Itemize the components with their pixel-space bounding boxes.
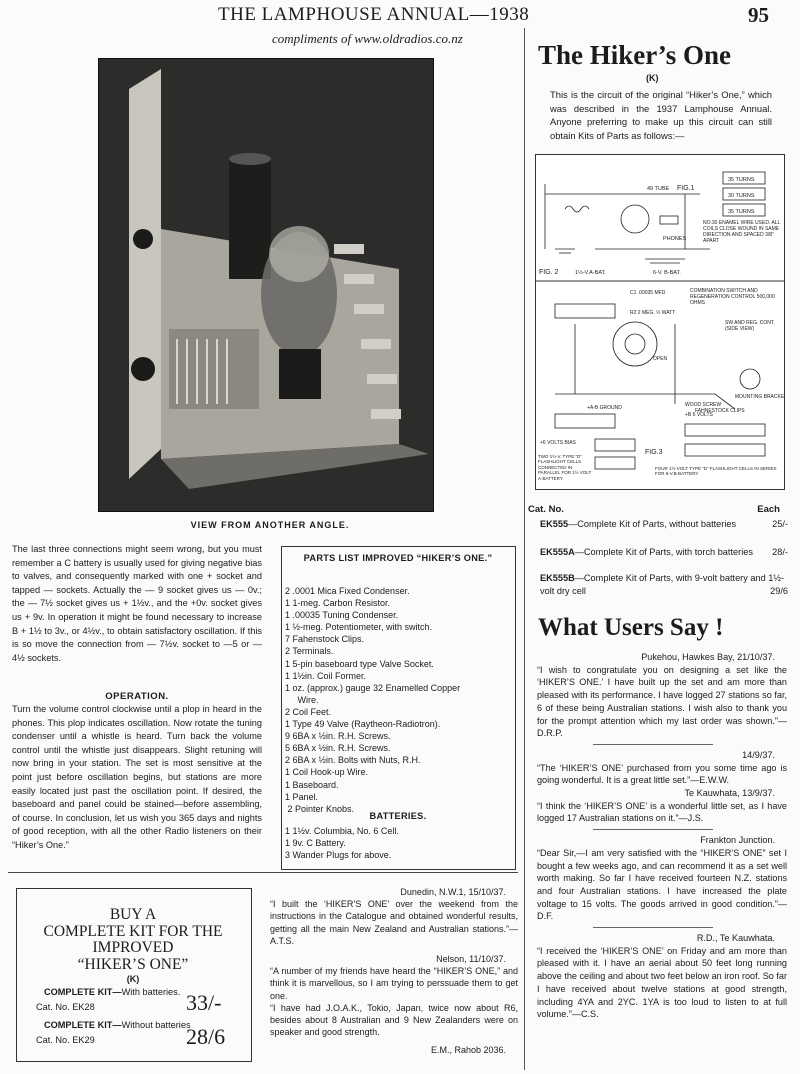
parts-item: 2 Terminals. — [285, 646, 334, 657]
testimonial-text: “I think the ‘HIKER’S ONE’ is a wonderful little set, as I have logged 17 Australian stations on it.”—J.S. — [537, 800, 787, 824]
parts-item: 7 Fahenstock Clips. — [285, 634, 365, 645]
svg-text:+A-B GROUND: +A-B GROUND — [587, 405, 622, 411]
parts-item: 2 6BA x ½in. Bolts with Nuts, R.H. — [285, 755, 421, 766]
batteries-heading: BATTERIES. — [369, 811, 427, 821]
svg-text:PHONES: PHONES — [663, 236, 687, 242]
parts-item: 2 Coil Feet. — [285, 706, 332, 717]
buy-kit-k: (K) — [126, 974, 140, 984]
catalog-header: Cat. No. Each — [528, 504, 780, 515]
svg-text:35 TURNS: 35 TURNS — [728, 177, 755, 183]
parts-list-title: PARTS LIST IMPROVED “HIKER’S ONE.” — [303, 553, 493, 563]
catalog-item-ek555: EK555—Complete Kit of Parts, without batteries 25/- — [540, 519, 788, 529]
kit2-cat: Cat. No. EK29 — [36, 1035, 95, 1045]
svg-text:FAHNESTOCK CLIPS: FAHNESTOCK CLIPS — [695, 408, 745, 414]
svg-text:WOOD SCREW: WOOD SCREW — [685, 402, 722, 408]
testimonial-location: R.D., Te Kauwhata. — [696, 933, 775, 944]
testimonial-separator — [593, 744, 713, 745]
buy-kit-heading: BUY A COMPLETE KIT FOR THE IMPROVED “HIKER’S ONE” — [43, 906, 223, 973]
parts-item: Wire. — [285, 694, 319, 705]
parts-item: 1 Coil Hook-up Wire. — [285, 767, 369, 778]
parts-item: 5 6BA x ½in. R.H. Screws. — [285, 743, 391, 754]
hikers-one-intro: This is the circuit of the original “Hiker’s One,” which was described in the 1937 Lamphouse Annual. Anyone preferring to make up this circuit can still obtain Kits of Parts as follows:— — [550, 89, 772, 141]
kit1-price: 33/- — [186, 990, 222, 1015]
testimonial-text: “I received the ‘HIKER’S ONE’ on Friday and am more than pleased with it. I have an aerial about 50 feet long running above the ceiling and about two feet below an iron roof. So far I have received about twelve stations at good strength, including 4YA and 2YC. 1YA is too loud to listen to at full volume.”—C.S. — [537, 945, 787, 1020]
battery-item: 3 Wander Plugs for above. — [285, 850, 392, 861]
battery-item: 1 1½v. Columbia, No. 6 Cell. — [285, 826, 399, 836]
parts-item: 2 Pointer Knobs. — [285, 803, 355, 814]
svg-text:1½-V.A-BAT.: 1½-V.A-BAT. — [575, 270, 606, 276]
parts-item: 1 ½-meg. Potentiometer, with switch. — [285, 622, 433, 633]
parts-list — [285, 585, 511, 815]
section-divider — [8, 872, 518, 873]
testimonial-text: “I wish to congratulate you on designing a set like the ‘HIKER’S ONE.’ I have built up the set and am more than pleased with its performance. I have logged 27 stations so far, 6 of these being Australian stations. I wish also to thank you for the prompt attention which my last order was shown.”—D.R.P. — [537, 664, 787, 739]
testimonial-location: Frankton Junction. — [700, 835, 775, 846]
running-header-title: THE LAMPHOUSE ANNUAL—1938 — [218, 4, 530, 25]
catalog-item-ek555a: EK555A—Complete Kit of Parts, with torch batteries 28/- — [540, 547, 788, 557]
what-users-say-heading: What Users Say ! — [538, 614, 724, 641]
radio-set-photo — [98, 58, 434, 512]
testimonial-location: Te Kauwhata, 13/9/37. — [684, 788, 775, 799]
parts-item: 1 5-pin baseboard type Valve Socket. — [285, 658, 434, 669]
svg-text:R2 2 MEG. ½ WATT: R2 2 MEG. ½ WATT — [630, 310, 676, 316]
hikers-one-title: The Hiker’s One — [538, 40, 731, 70]
testimonial-separator — [593, 829, 713, 830]
svg-text:+6 VOLTS BIAS: +6 VOLTS BIAS — [540, 440, 576, 446]
testimonials-right — [537, 651, 787, 1021]
testimonial-location: Dunedin, N.W.1, 15/10/37. — [400, 887, 506, 897]
operation-heading: OPERATION. — [105, 691, 169, 702]
svg-text:35 TURNS: 35 TURNS — [728, 209, 755, 215]
testimonials-left — [270, 886, 518, 1057]
photo-caption: VIEW FROM ANOTHER ANGLE. — [190, 520, 350, 530]
svg-text:MOUNTING BRACKET: MOUNTING BRACKET — [735, 394, 785, 400]
testimonial-location: Pukehou, Hawkes Bay, 21/10/37. — [641, 652, 775, 662]
parts-item: 2 .0001 Mica Fixed Condenser. — [285, 586, 410, 596]
testimonial-separator — [593, 927, 713, 928]
testimonial-text: “Dear Sir,—I am very satisfied with the “HIKER’S ONE” set I bought a few weeks ago, and can recommend it as a set well worth making. So far I have received fourteen N.Z. stations and four Australian stations. I have increased the plate voltage to 15 volts. The goods arrived in good condition.”—D.F. — [537, 847, 787, 922]
kit1-cat: Cat. No. EK28 — [36, 1002, 95, 1012]
testimonial-location: 14/9/37. — [742, 749, 775, 760]
kit2-price: 28/6 — [186, 1024, 226, 1049]
parts-item: 1 Type 49 Valve (Raytheon-Radiotron). — [285, 719, 441, 730]
svg-text:30 TURNS: 30 TURNS — [728, 193, 755, 199]
svg-text:FIG.3: FIG.3 — [645, 449, 663, 456]
batteries-list — [285, 825, 511, 861]
kit2-line: COMPLETE KIT—Without batteries — [44, 1020, 191, 1030]
parts-item: 1 .00035 Tuning Condenser. — [285, 610, 399, 621]
kit1-line: COMPLETE KIT—With batteries. — [44, 987, 181, 997]
testimonial-text: “I have had J.O.A.K., Tokio, Japan, twice now about R6, besides about 8 Australian and 9 New Zealanders were on speaker and good strength. — [270, 1002, 518, 1038]
parts-item: 9 6BA x ½in. R.H. Screws. — [285, 731, 391, 742]
compliments-line: compliments of www.oldradios.co.nz — [272, 31, 463, 46]
parts-item: 1 Panel. — [285, 791, 319, 802]
parts-item: 1 1-meg. Carbon Resistor. — [285, 598, 391, 609]
parts-item: 1 1½in. Coil Former. — [285, 670, 367, 681]
battery-item: 1 9v. C Battery. — [285, 838, 346, 849]
circuit-schematic: 35 TURNS 30 TURNS 35 TURNS 49 TUBE FIG.1 FIG. 2 1½-V.A-BAT. 6-V. B-BAT. PHONES NO.30 ENAMEL WIRE USED. ALL COILS CLOSE WOUND IN SAME DIRECTION AND SPACED 3/8" APART +6 VOLTS BIAS +A-B GROUND +B 6 VOLTS FAHNESTOCK CLIPS C1 .00035 MFD. R2 2 MEG. ½ WATT OPEN MOUNTING BRACKET WOOD SCREW FIG.3 COMBINATION SWITCH AND REGENERATION CONTROL 500,000 OHMS SW AND REG. CONT. (SIDE VIEW) TWO 1½-V. TYPE “D” FLASHLIGHT CELLS CONNECTED IN PARALLEL FOR 1½ VOLT A-BATTERY FOUR 1½-VOLT TYPE “D” FLASHLIGHT CELLS IN SERIES FOR 6-V.B-BATTERY — [535, 154, 785, 490]
testimonial-text: “I built the ‘HIKER’S ONE’ over the weekend from the instructions in the Catalogue and obtained wonderful results, getting all the main New Zealand and Australian stations.”—A.T.S. — [270, 899, 518, 946]
parts-item: 1 Baseboard. — [285, 779, 339, 790]
svg-text:FIG. 2: FIG. 2 — [539, 269, 559, 276]
svg-text:OPEN: OPEN — [653, 356, 668, 362]
svg-text:FIG.1: FIG.1 — [677, 185, 695, 192]
column-divider — [524, 28, 525, 1070]
catalog-item-ek555b: EK555B—Complete Kit of Parts, with 9-volt battery and 1½-volt dry cell 29/6 — [540, 573, 788, 596]
page-number: 95 — [748, 3, 769, 27]
testimonial-text: “The ‘HIKER’S ONE’ purchased from you some time ago is going wonderful. It is a great little set.”—E.W.W. — [537, 762, 787, 786]
svg-text:6-V. B-BAT.: 6-V. B-BAT. — [653, 270, 681, 276]
testimonial-signoff: E.M., Rahob 2036. — [430, 1045, 506, 1056]
svg-text:+B 6 VOLTS: +B 6 VOLTS — [685, 412, 713, 418]
operation-paragraph: Turn the volume control clockwise until a plop in heard in the phones. This plop indicates oscillation. Now rotate the tuning condenser until a whistle is heard. Turn back the volume control until the whistle just disappears. Slight retuning will now bring in your station. The set is most sensitive at the point just before oscillation begins, but stations are more easily located just past the oscillation point. If desired, the baseboard and panel could be stained—before assembling, of course. In conclusion, let us wish you 365 days and nights of good reception, with all the other Radio listeners on their “Hiker’s One.” — [12, 704, 262, 850]
hikers-one-k: (K) — [646, 73, 659, 83]
testimonial-location: Nelson, 11/10/37. — [436, 954, 506, 965]
svg-text:49 TUBE: 49 TUBE — [647, 186, 670, 192]
svg-text:C1 .00035 MFD.: C1 .00035 MFD. — [630, 290, 667, 296]
parts-item: 1 oz. (approx.) gauge 32 Enamelled Copper — [285, 682, 461, 693]
connections-paragraph: The last three connections might seem wrong, but you must remember a C battery is usually used for giving negative bias to valves, and consequently marked with one + socket and tapped — sockets. Actually the — 9 socket gives us — 0v.; the — 7½ socket gives us + 1½v., and the +0v. socket gives us + 9v. In operation it might be found necessary to increase B + 1½ to 3v., or 4½v., to obtain satisfactory oscillation. If this is so move the connection from — 7½v. socket to —5 or — 4½ sockets. — [12, 544, 262, 663]
testimonial-text: “A number of my friends have heard the “HIKER’S ONE,” and think it is marvellous, so I am trying to perssuade them to get one. — [270, 966, 518, 1001]
